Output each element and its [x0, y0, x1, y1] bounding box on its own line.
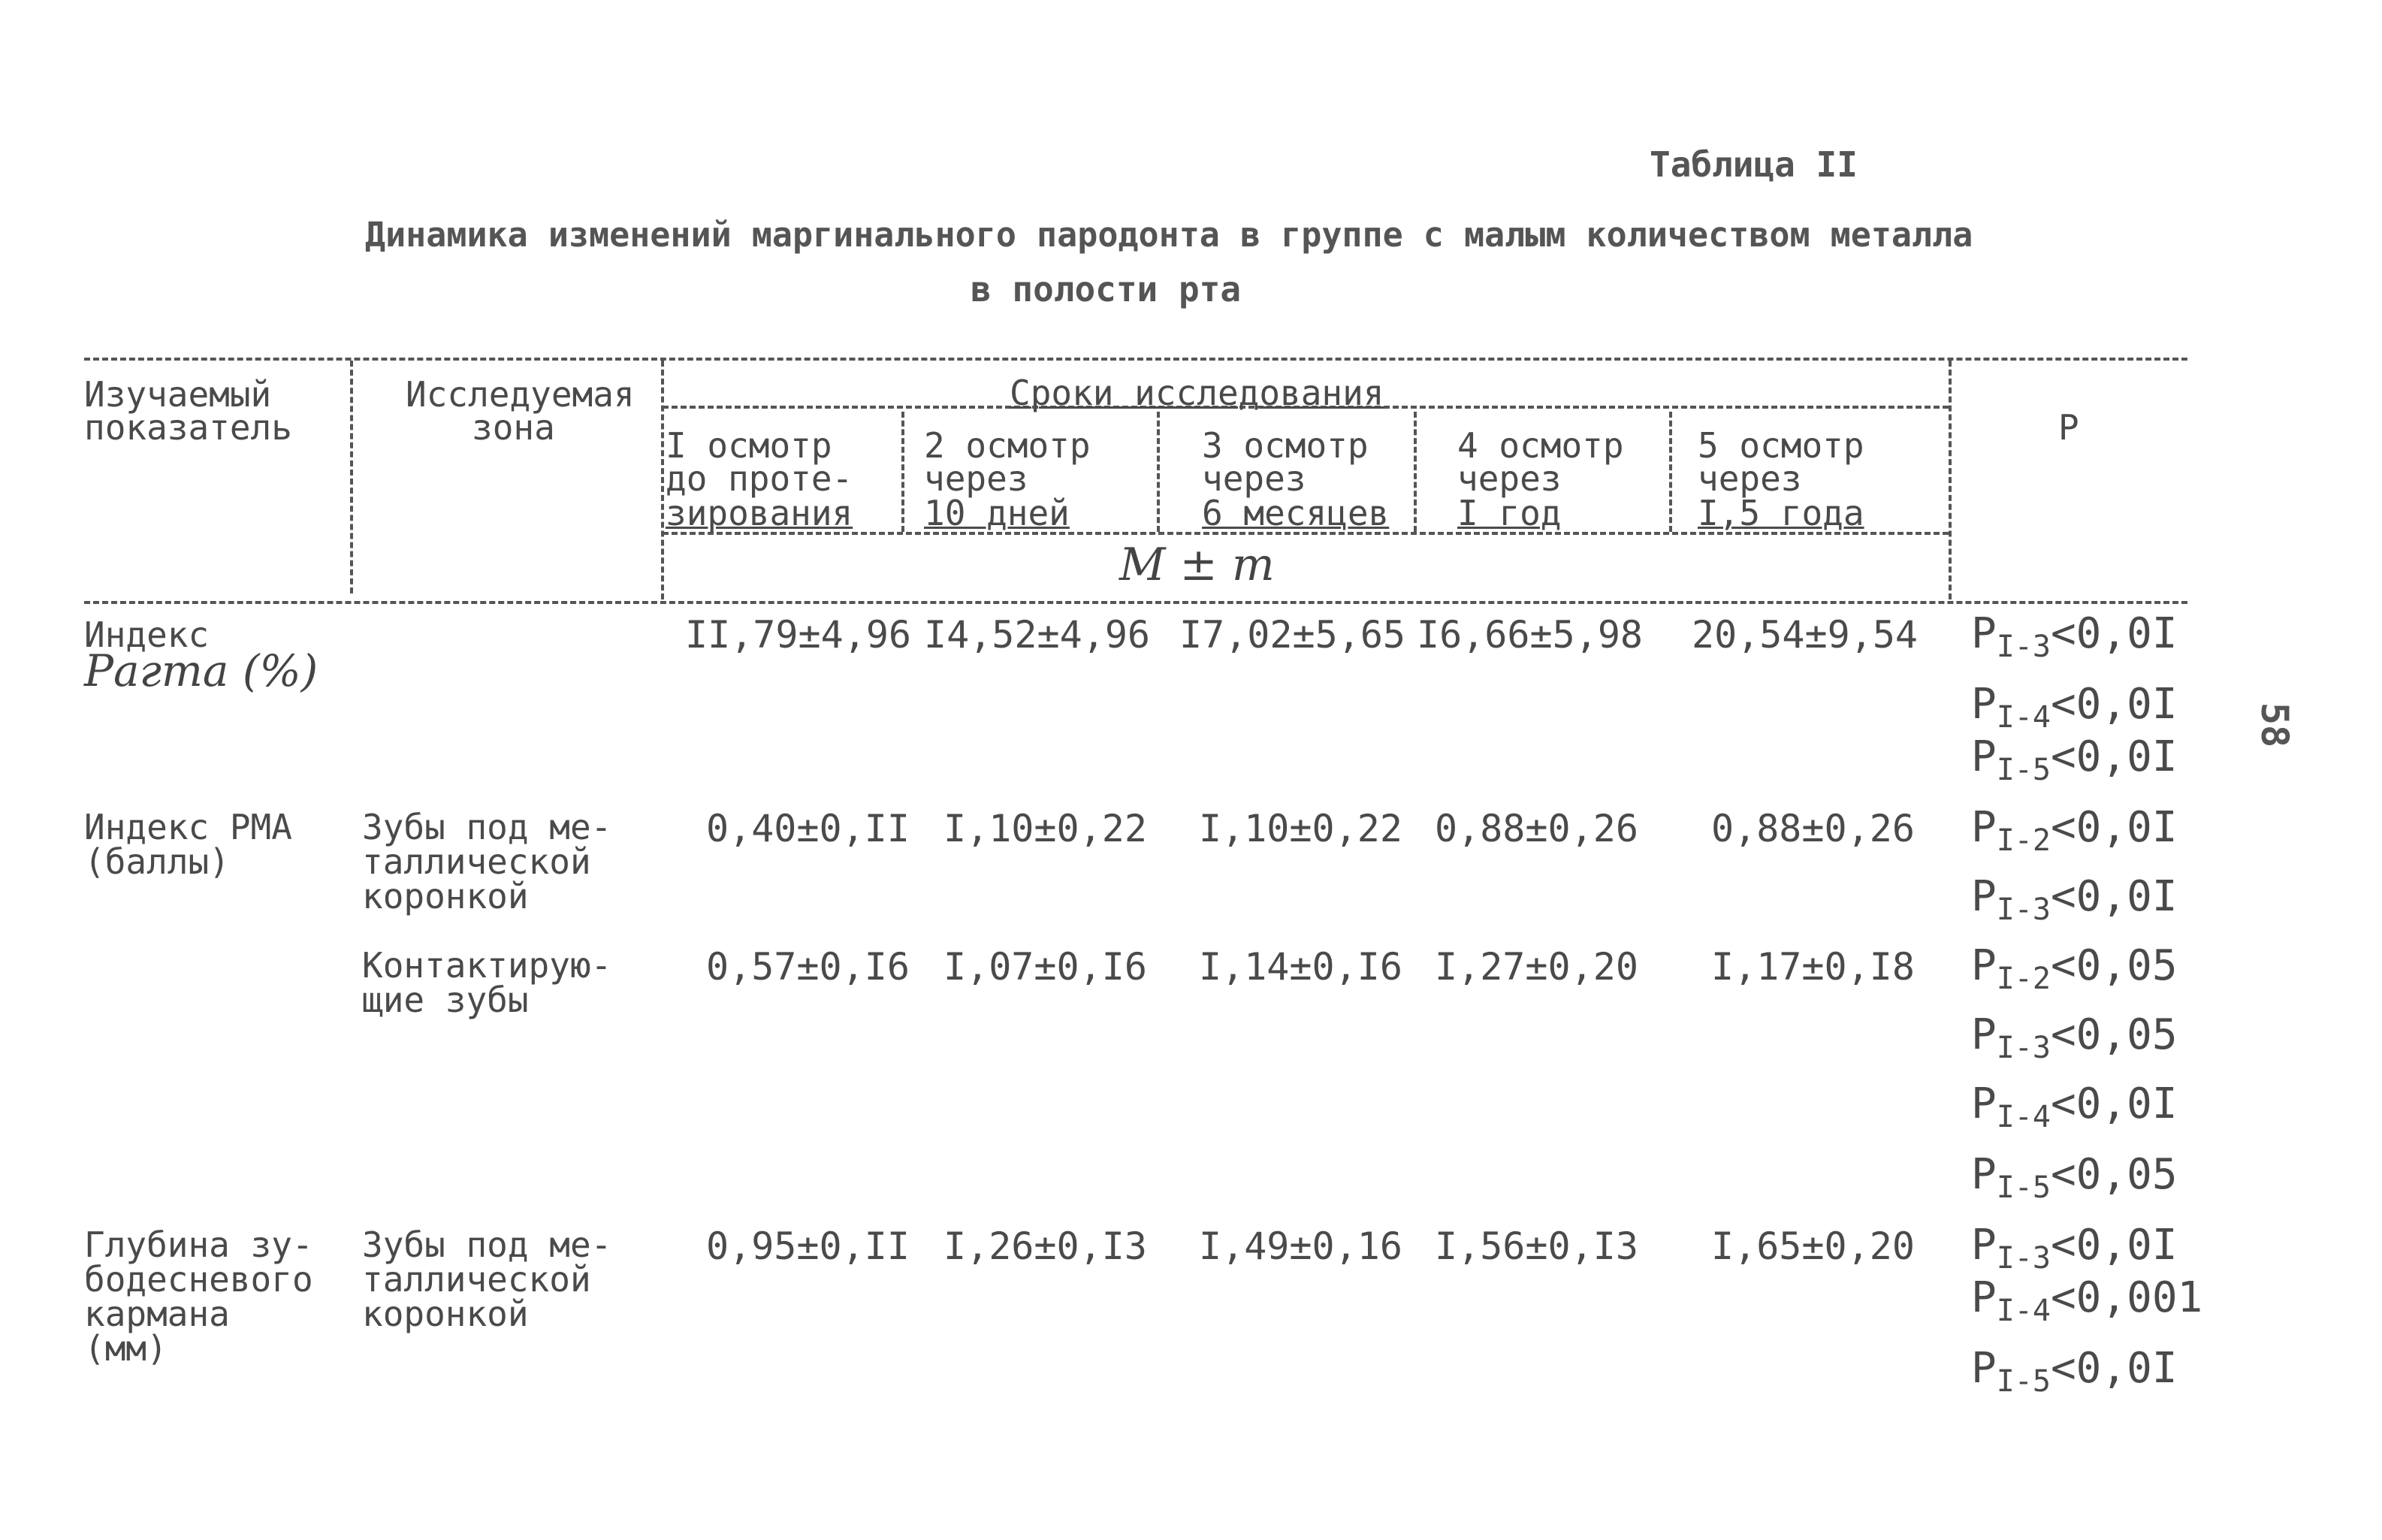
row3-p-1: $P_{I-2}<0,05$ — [1971, 941, 2178, 996]
exam-5-line-1: 5 осмотр — [1698, 425, 1864, 466]
row2-zone-line-2: таллической — [362, 841, 591, 882]
exam-2-line-2: через — [924, 458, 1028, 499]
exam-4-line-3: I год — [1457, 493, 1562, 533]
row4-value-3: I,49±0,16 — [1199, 1224, 1402, 1268]
row3-zone-line-2: щие зубы — [362, 980, 529, 1020]
exam-1-line-1: I осмотр — [666, 425, 832, 466]
row1-value-5: 20,54±9,54 — [1692, 613, 1919, 657]
row4-value-5: I,65±0,20 — [1711, 1224, 1915, 1268]
row2-indicator-line-1: Индекс РМА — [84, 807, 292, 847]
header-stat: M ± m — [1119, 539, 1275, 591]
table-label: Таблица II — [1650, 144, 1858, 185]
col-divider-5 — [1414, 412, 1417, 532]
row3-value-2: I,07±0,I6 — [943, 945, 1147, 989]
row4-indicator-line-4: (мм) — [84, 1328, 168, 1369]
exam-3-line-1: 3 осмотр — [1202, 425, 1369, 466]
row1-value-4: I6,66±5,98 — [1417, 613, 1644, 657]
exam-3-line-2: через — [1202, 458, 1306, 499]
row2-p-2: $P_{I-3}<0,0I$ — [1971, 872, 2178, 927]
row1-value-3: I7,02±5,65 — [1179, 613, 1406, 657]
row4-indicator-line-2: бодесневого — [84, 1259, 313, 1300]
row4-p-3: $P_{I-5}<0,0I$ — [1971, 1344, 2178, 1399]
exam-4-line-1: 4 осмотр — [1457, 425, 1624, 466]
row4-p-2: $P_{I-4}<0,001$ — [1971, 1273, 2203, 1328]
exam-5-line-2: через — [1698, 458, 1802, 499]
exam-5-line-3: I,5 года — [1698, 493, 1864, 533]
row4-value-2: I,26±0,I3 — [943, 1224, 1147, 1268]
row4-indicator-line-3: кармана — [84, 1294, 230, 1334]
col-divider-6 — [1669, 412, 1672, 532]
row2-zone-line-1: Зубы под ме- — [362, 807, 612, 847]
exam-1-line-2: до проте- — [666, 458, 853, 499]
row3-p-4: $P_{I-5}<0,05$ — [1971, 1150, 2178, 1205]
page-number: 58 — [2253, 702, 2297, 748]
row4-zone-line-1: Зубы под ме- — [362, 1224, 612, 1265]
row4-zone-line-2: таллической — [362, 1259, 591, 1300]
row1-indicator-line-2: Рагта (%) — [84, 645, 319, 696]
header-p: P — [2058, 407, 2079, 448]
row3-value-3: I,14±0,I6 — [1199, 945, 1402, 989]
row3-zone-line-1: Контактирую- — [362, 945, 612, 986]
col-divider-1 — [350, 361, 353, 593]
row3-p-3: $P_{I-4}<0,0I$ — [1971, 1080, 2178, 1134]
row2-value-4: 0,88±0,26 — [1435, 807, 1638, 850]
exam-1-line-3: зирования — [666, 493, 853, 533]
col-divider-3 — [901, 412, 904, 532]
table-title-line-1: Динамика изменений маргинального пародонта в группе с малым количеством металла — [365, 215, 1973, 255]
row2-value-2: I,10±0,22 — [943, 807, 1147, 850]
header-bottom-rule — [84, 601, 2187, 604]
col-divider-2 — [661, 361, 664, 599]
col-divider-7 — [1949, 361, 1952, 599]
exam-2-line-3: 10 дней — [924, 493, 1070, 533]
row3-value-1: 0,57±0,I6 — [706, 945, 910, 989]
row1-value-2: I4,52±4,96 — [924, 613, 1151, 657]
row1-p-2: $P_{I-4}<0,0I$ — [1971, 680, 2178, 735]
row2-zone-line-3: коронкой — [362, 876, 529, 916]
row3-p-2: $P_{I-3}<0,05$ — [1971, 1010, 2178, 1065]
row2-value-1: 0,40±0,II — [706, 807, 910, 850]
row1-value-1: II,79±4,96 — [685, 613, 912, 657]
row4-indicator-line-1: Глубина зу- — [84, 1224, 313, 1265]
exam-2-line-1: 2 осмотр — [924, 425, 1091, 466]
table-top-rule — [84, 358, 2187, 361]
row1-p-1: $P_{I-3}<0,0I$ — [1971, 609, 2178, 664]
row4-value-4: I,56±0,I3 — [1435, 1224, 1638, 1268]
header-indicator-line-1: Изучаемый — [84, 374, 272, 415]
row2-value-3: I,10±0,22 — [1199, 807, 1402, 850]
row4-value-1: 0,95±0,II — [706, 1224, 910, 1268]
col-divider-4 — [1157, 412, 1160, 532]
row3-value-4: I,27±0,20 — [1435, 945, 1638, 989]
header-zone-line-1: Исследуемая — [406, 374, 635, 415]
row1-indicator-line-1: Индекс — [84, 614, 210, 655]
exam-3-line-3: 6 месяцев — [1202, 493, 1390, 533]
exam-4-line-2: через — [1457, 458, 1562, 499]
table-title-line-2: в полости рта — [971, 269, 1242, 310]
header-terms: Сроки исследования — [1010, 373, 1384, 413]
header-indicator-line-2: показатель — [84, 407, 292, 448]
row2-p-1: $P_{I-2}<0,0I$ — [1971, 803, 2178, 858]
row4-p-1: $P_{I-3}<0,0I$ — [1971, 1221, 2178, 1276]
header-zone-line-2: зона — [472, 407, 555, 448]
row3-value-5: I,17±0,I8 — [1711, 945, 1915, 989]
row1-p-3: $P_{I-5}<0,0I$ — [1971, 732, 2178, 787]
row2-indicator-line-2: (баллы) — [84, 841, 230, 882]
row2-value-5: 0,88±0,26 — [1711, 807, 1915, 850]
row4-zone-line-3: коронкой — [362, 1294, 529, 1334]
